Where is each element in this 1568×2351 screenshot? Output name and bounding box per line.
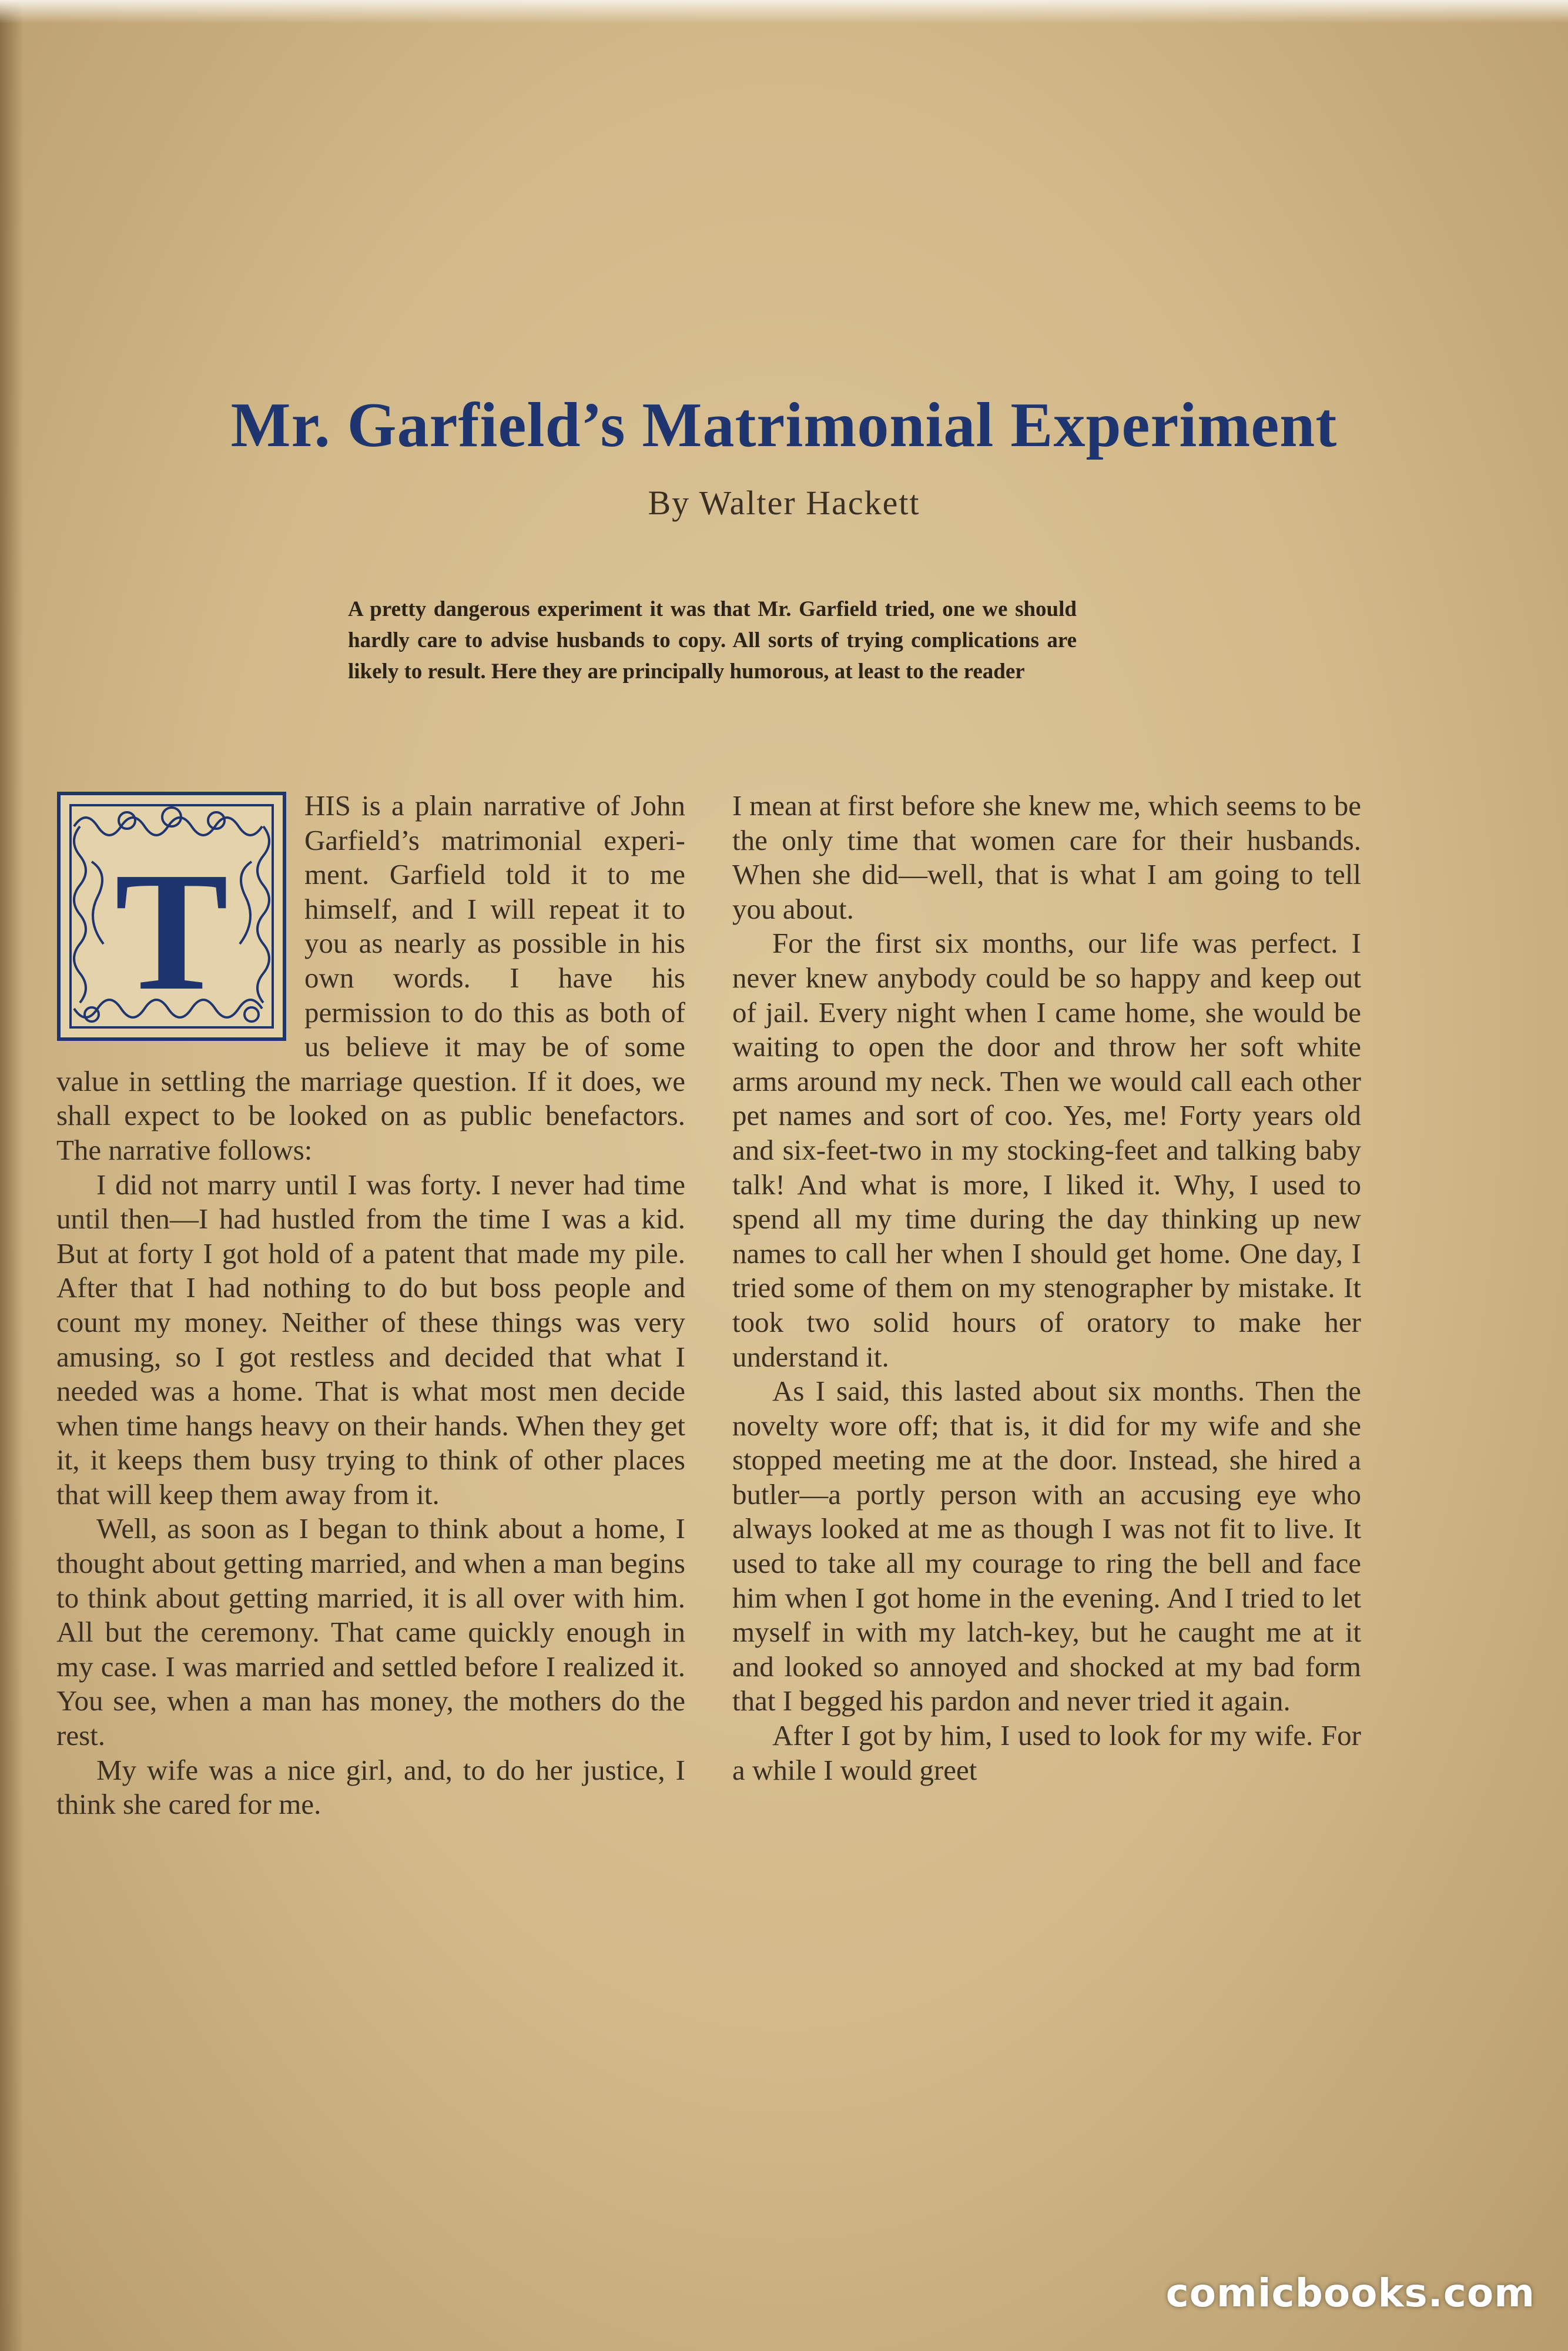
paragraph: As I said, this lasted about six months. Then the novelty wore off; that is, it did for my wife and she stopped meeting me at the door. Instead, she hired a butler—a portly person with an accusing eye who always looked at me as though I was not fit to live. It used to take all my courage to ring the bell and face him when I got home in the evening. And I tried to let myself in with my latch-key, but he caught me at it and looked so annoyed and shocked at my bad form that I begged his pardon and never tried it again. bbox=[732, 1375, 1361, 1717]
paragraph: My wife was a nice girl, and, to do her justice, I think she cared for me. bbox=[56, 1753, 685, 1821]
dropcap-ornament bbox=[56, 791, 287, 1041]
byline: By Walter Hackett bbox=[648, 484, 920, 522]
paragraph: I did not marry until I was forty. I never had time until then—I had hustled from the time I was a kid. But at forty I got hold of a patent that made my pile. After that I had nothing to do but boss people and count my money. Neither of these things was very amusing, so I got restless and decided that what I needed was a home. That is what most men decide when time hangs heavy on their hands. When they get it, it keeps them busy trying to think of other places that will keep them away from it. bbox=[56, 1168, 685, 1511]
dropcap-letter: T bbox=[115, 837, 229, 1026]
right-column bbox=[732, 789, 1361, 1787]
page-top-edge bbox=[0, 0, 1568, 24]
paragraph: For the first six months, our life was perfect. I never knew anybody could be so happy and keep out of jail. Every night when I came home, she would be waiting to open the door and throw her soft white arms around my neck. Then we would call each other pet names and sort of coo. Yes, me! Forty years old and six-feet-two in my stocking-feet and talking baby talk! And what is more, I liked it. Why, I used to spend all my time during the day thinking up new names to call her when I should get home. One day, I tried some of them on my stenographer by mistake. It took two solid hours of oratory to make her understand it. bbox=[732, 927, 1361, 1373]
paragraph: HIS is a plain narrative of John Garfield’s matrimonial experiment. Garfield told it to me himself, and I will repeat it to you as nearly as possible in his own words. I have his permission to do this as both of us believe it may be of some value in settling the marriage question. If it does, we shall expect to be looked on as public benefactors. The narrative follows: bbox=[56, 789, 685, 1166]
page-edge-shadow bbox=[0, 0, 24, 2351]
article-title: Mr. Garfield’s Matrimonial Experiment bbox=[230, 390, 1338, 461]
paragraph: I mean at first before she knew me, which seems to be the only time that women care for their husbands. When she did—well, that is what I am going to tell you about. bbox=[732, 789, 1361, 925]
watermark: comicbooks.com bbox=[1165, 2270, 1535, 2316]
paragraph: After I got by him, I used to look for my wife. For a while I would greet bbox=[732, 1719, 1361, 1786]
article-dek: A pretty dangerous experiment it was that Mr. Garfield tried, one we should hardly care to advise husbands to copy. All sorts of trying complications are likely to result. Here they are principally humorous, at least to the reader bbox=[348, 597, 1077, 684]
paragraph: Well, as soon as I began to think about a home, I thought about getting married, and when a man begins to think about getting married, it is all over with him. All but the ceremony. That came quickly enough in my case. I was married and settled before I realized it. You see, when a man has money, the mothers do the rest. bbox=[56, 1512, 685, 1752]
left-column bbox=[56, 789, 685, 1822]
